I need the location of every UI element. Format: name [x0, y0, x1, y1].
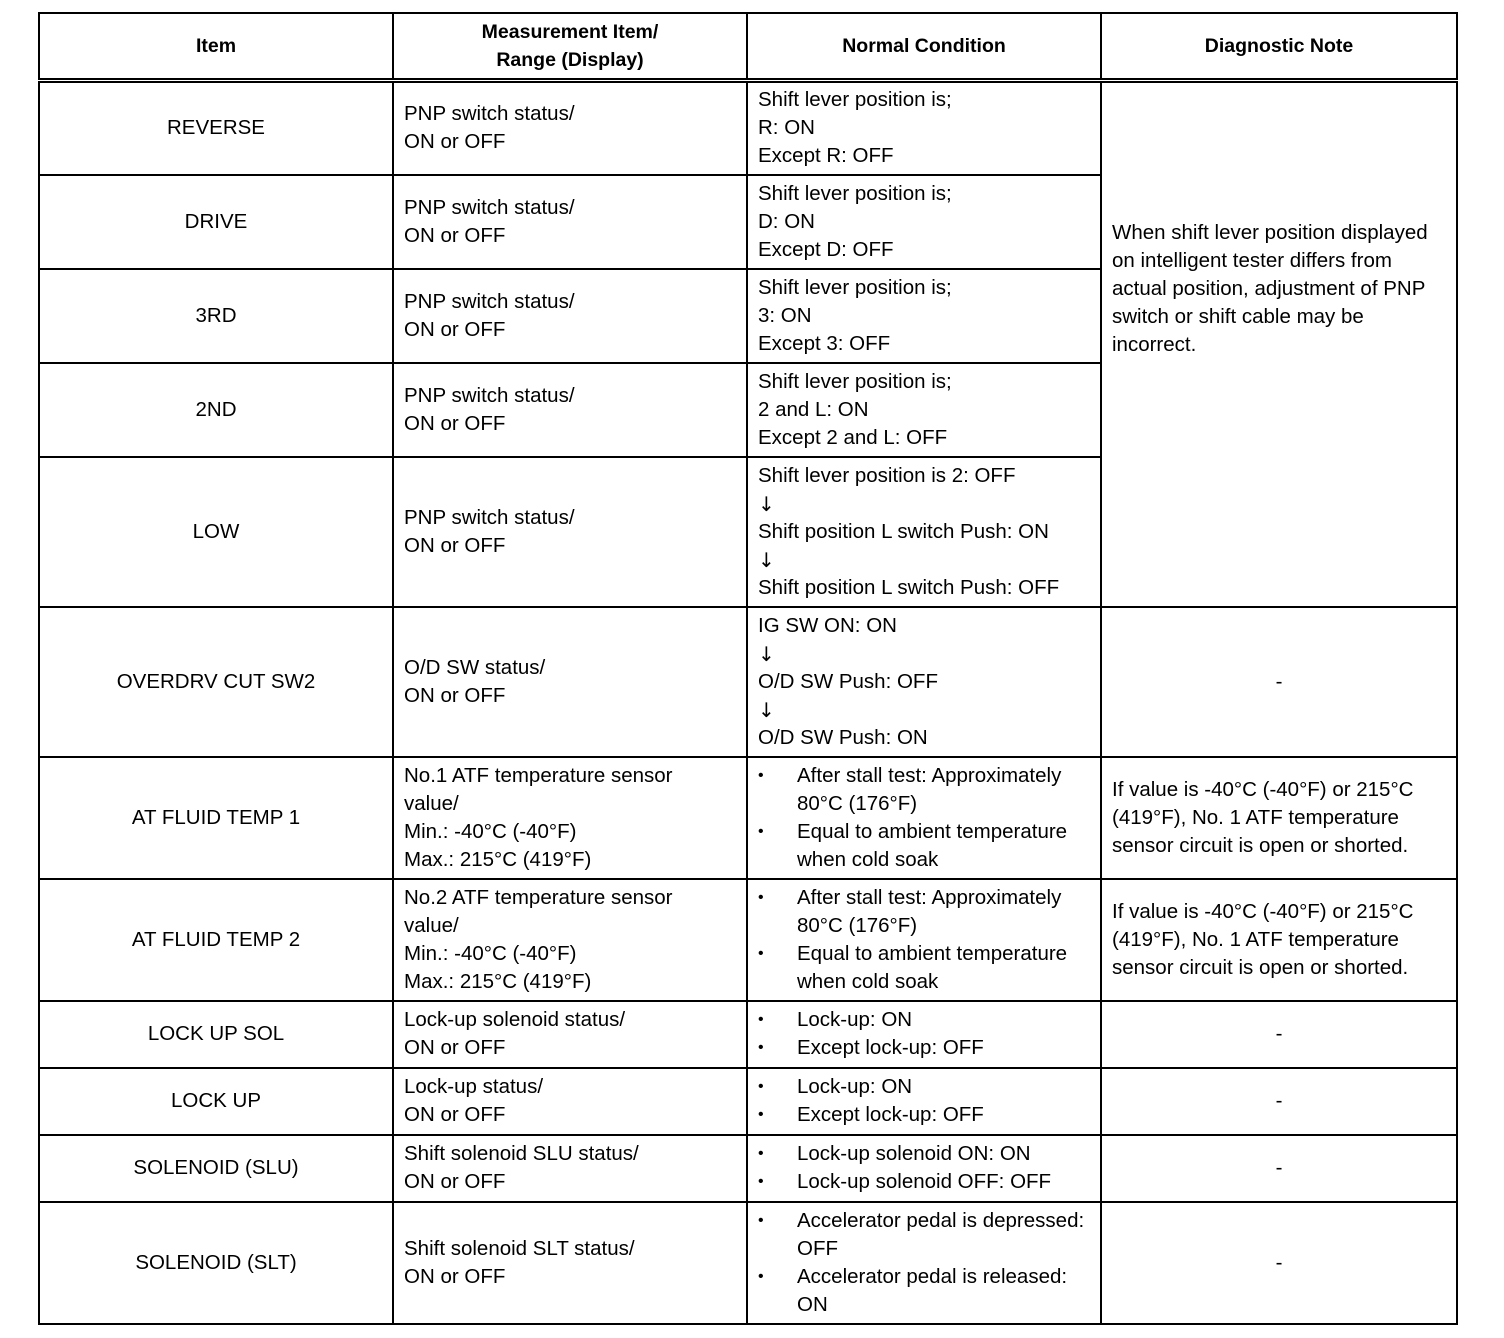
normal-condition-cell [747, 269, 1101, 363]
measurement-line: PNP switch status/ [404, 383, 575, 407]
normal-condition-cell [747, 879, 1101, 1001]
measurement-cell [393, 1135, 747, 1202]
condition-line: 2 and L: ON [758, 397, 869, 421]
normal-condition-cell [747, 1068, 1101, 1135]
data-list-table [38, 12, 1458, 1325]
condition-line: Except 2 and L: OFF [758, 425, 948, 449]
item-cell: LOW [39, 457, 393, 607]
diagnostic-note-cell: - [1101, 1135, 1457, 1202]
diagnostic-note-cell [1101, 757, 1457, 879]
item-cell: LOCK UP [39, 1068, 393, 1135]
measurement-line: ON or OFF [404, 533, 506, 557]
measurement-line: PNP switch status/ [404, 289, 575, 313]
measurement-cell [393, 879, 747, 1001]
measurement-line: Lock-up status/ [404, 1075, 544, 1098]
condition-line: Shift position L switch Push: OFF [758, 575, 1060, 599]
condition-line: D: ON [758, 209, 815, 233]
arrow-down-icon: ↓ [758, 547, 775, 572]
item-cell: LOCK UP SOL [39, 1001, 393, 1068]
header-normal-label: Normal Condition [842, 35, 1006, 57]
measurement-line: Min.: -40°C (-40°F) [404, 819, 577, 843]
measurement-line: Min.: -40°C (-40°F) [404, 941, 577, 965]
header-normal-condition [747, 13, 1101, 81]
normal-condition-cell [747, 1001, 1101, 1068]
table-row [39, 1135, 1457, 1202]
header-note-label: Diagnostic Note [1204, 35, 1354, 57]
header-measurement-line1: Measurement Item/ [481, 21, 659, 43]
condition-line: Except R: OFF [758, 144, 894, 168]
condition-line: O/D SW Push: OFF [758, 669, 938, 693]
measurement-line: value/ [404, 791, 459, 815]
table-row [39, 607, 1457, 757]
header-measurement [393, 13, 747, 81]
condition-bullet: • Lock-up: ON [758, 1006, 1090, 1034]
diagnostic-note-cell: - [1101, 1202, 1457, 1324]
measurement-line: value/ [404, 913, 459, 937]
condition-bullet: • Lock-up: ON [758, 1073, 1090, 1101]
measurement-cell [393, 269, 747, 363]
item-cell: REVERSE [39, 81, 393, 175]
condition-line: Shift lever position is; [758, 275, 952, 299]
item-cell: OVERDRV CUT SW2 [39, 607, 393, 757]
condition-line: Shift lever position is 2: OFF [758, 463, 1016, 487]
condition-bullet: • Accelerator pedal is released: ON [758, 1263, 1090, 1319]
measurement-line: No.2 ATF temperature sensor [404, 885, 673, 909]
condition-bullet: • Accelerator pedal is depressed: OFF [758, 1207, 1090, 1263]
measurement-line: Shift solenoid SLT status/ [404, 1236, 635, 1260]
item-cell: AT FLUID TEMP 2 [39, 879, 393, 1001]
condition-bullet: • Lock-up solenoid ON: ON [758, 1140, 1090, 1168]
condition-line: Except D: OFF [758, 237, 894, 261]
normal-condition-cell [747, 1202, 1101, 1324]
item-cell: DRIVE [39, 175, 393, 269]
condition-line: Shift position L switch Push: ON [758, 519, 1049, 543]
measurement-line: Max.: 215°C (419°F) [404, 847, 592, 871]
measurement-cell [393, 175, 747, 269]
measurement-line: ON or OFF [404, 317, 506, 341]
measurement-line: ON or OFF [404, 683, 506, 707]
condition-bullet: • After stall test: Approximately 80°C (176°F) [758, 762, 1090, 818]
normal-condition-cell [747, 457, 1101, 607]
condition-line: R: ON [758, 116, 815, 140]
diagnostic-note-cell: - [1101, 607, 1457, 757]
measurement-line: O/D SW status/ [404, 655, 546, 679]
table-row [39, 1001, 1457, 1068]
arrow-down-icon: ↓ [758, 697, 775, 722]
item-cell: AT FLUID TEMP 1 [39, 757, 393, 879]
measurement-line: ON or OFF [404, 130, 506, 154]
normal-condition-cell [747, 1135, 1101, 1202]
normal-condition-cell [747, 757, 1101, 879]
condition-line: Except 3: OFF [758, 331, 891, 355]
item-cell: SOLENOID (SLT) [39, 1202, 393, 1324]
condition-bullet: • Except lock-up: OFF [758, 1101, 1090, 1129]
normal-condition-cell [747, 363, 1101, 457]
item-cell: 2ND [39, 363, 393, 457]
normal-condition-cell [747, 175, 1101, 269]
header-item-label: Item [195, 35, 237, 57]
table-row [39, 1068, 1457, 1135]
table-row [39, 757, 1457, 879]
item-cell: 3RD [39, 269, 393, 363]
condition-line: O/D SW Push: ON [758, 725, 928, 749]
measurement-line: Lock-up solenoid status/ [404, 1008, 626, 1031]
measurement-cell [393, 1001, 747, 1068]
header-measurement-line2: Range (Display) [496, 49, 644, 71]
diagnostic-note: If value is -40°C (-40°F) or 215°C (419°F), No. 1 ATF temperature sensor circuit is open or shorted. [1112, 777, 1414, 857]
condition-line: 3: ON [758, 303, 812, 327]
condition-line: Shift lever position is; [758, 369, 952, 393]
pnp-diagnostic-note: When shift lever position displayed on intelligent tester differs from actual position, adjustment of PNP switch or shift cable may be incorrect. [1112, 221, 1428, 356]
arrow-down-icon: ↓ [758, 491, 775, 516]
normal-condition-cell [747, 607, 1101, 757]
header-diagnostic-note [1101, 13, 1457, 81]
measurement-line: PNP switch status/ [404, 505, 575, 529]
measurement-line: ON or OFF [404, 411, 506, 435]
table-row [39, 1202, 1457, 1324]
condition-bullet: • After stall test: Approximately 80°C (176°F) [758, 884, 1090, 940]
condition-bullet: • Except lock-up: OFF [758, 1034, 1090, 1062]
condition-bullet: • Equal to ambient temperature when cold soak [758, 818, 1090, 874]
diagnostic-note-cell: - [1101, 1001, 1457, 1068]
measurement-cell [393, 1202, 747, 1324]
measurement-cell [393, 757, 747, 879]
normal-condition-cell [747, 81, 1101, 175]
header-row [39, 13, 1457, 81]
diagnostic-note-cell: - [1101, 1068, 1457, 1135]
measurement-line: PNP switch status/ [404, 195, 575, 219]
diagnostic-note-cell [1101, 879, 1457, 1001]
arrow-down-icon: ↓ [758, 641, 775, 666]
measurement-line: ON or OFF [404, 1103, 506, 1126]
measurement-line: Max.: 215°C (419°F) [404, 969, 592, 993]
measurement-cell [393, 457, 747, 607]
table-row [39, 81, 1457, 175]
condition-line: Shift lever position is; [758, 88, 952, 112]
measurement-cell [393, 1068, 747, 1135]
diagnostic-note: If value is -40°C (-40°F) or 215°C (419°F), No. 1 ATF temperature sensor circuit is open or shorted. [1112, 899, 1414, 979]
measurement-line: No.1 ATF temperature sensor [404, 763, 673, 787]
measurement-cell [393, 363, 747, 457]
table-row [39, 879, 1457, 1001]
measurement-line: ON or OFF [404, 1264, 506, 1288]
condition-line: IG SW ON: ON [758, 613, 897, 637]
measurement-cell [393, 81, 747, 175]
measurement-line: ON or OFF [404, 1036, 506, 1059]
pnp-diagnostic-note-cell [1101, 81, 1457, 607]
measurement-cell [393, 607, 747, 757]
measurement-line: Shift solenoid SLU status/ [404, 1142, 639, 1165]
header-item [39, 13, 393, 81]
condition-line: Shift lever position is; [758, 181, 952, 205]
measurement-line: ON or OFF [404, 223, 506, 247]
condition-bullet: • Lock-up solenoid OFF: OFF [758, 1168, 1090, 1196]
item-cell: SOLENOID (SLU) [39, 1135, 393, 1202]
condition-bullet: • Equal to ambient temperature when cold soak [758, 940, 1090, 996]
measurement-line: ON or OFF [404, 1170, 506, 1193]
measurement-line: PNP switch status/ [404, 102, 575, 126]
